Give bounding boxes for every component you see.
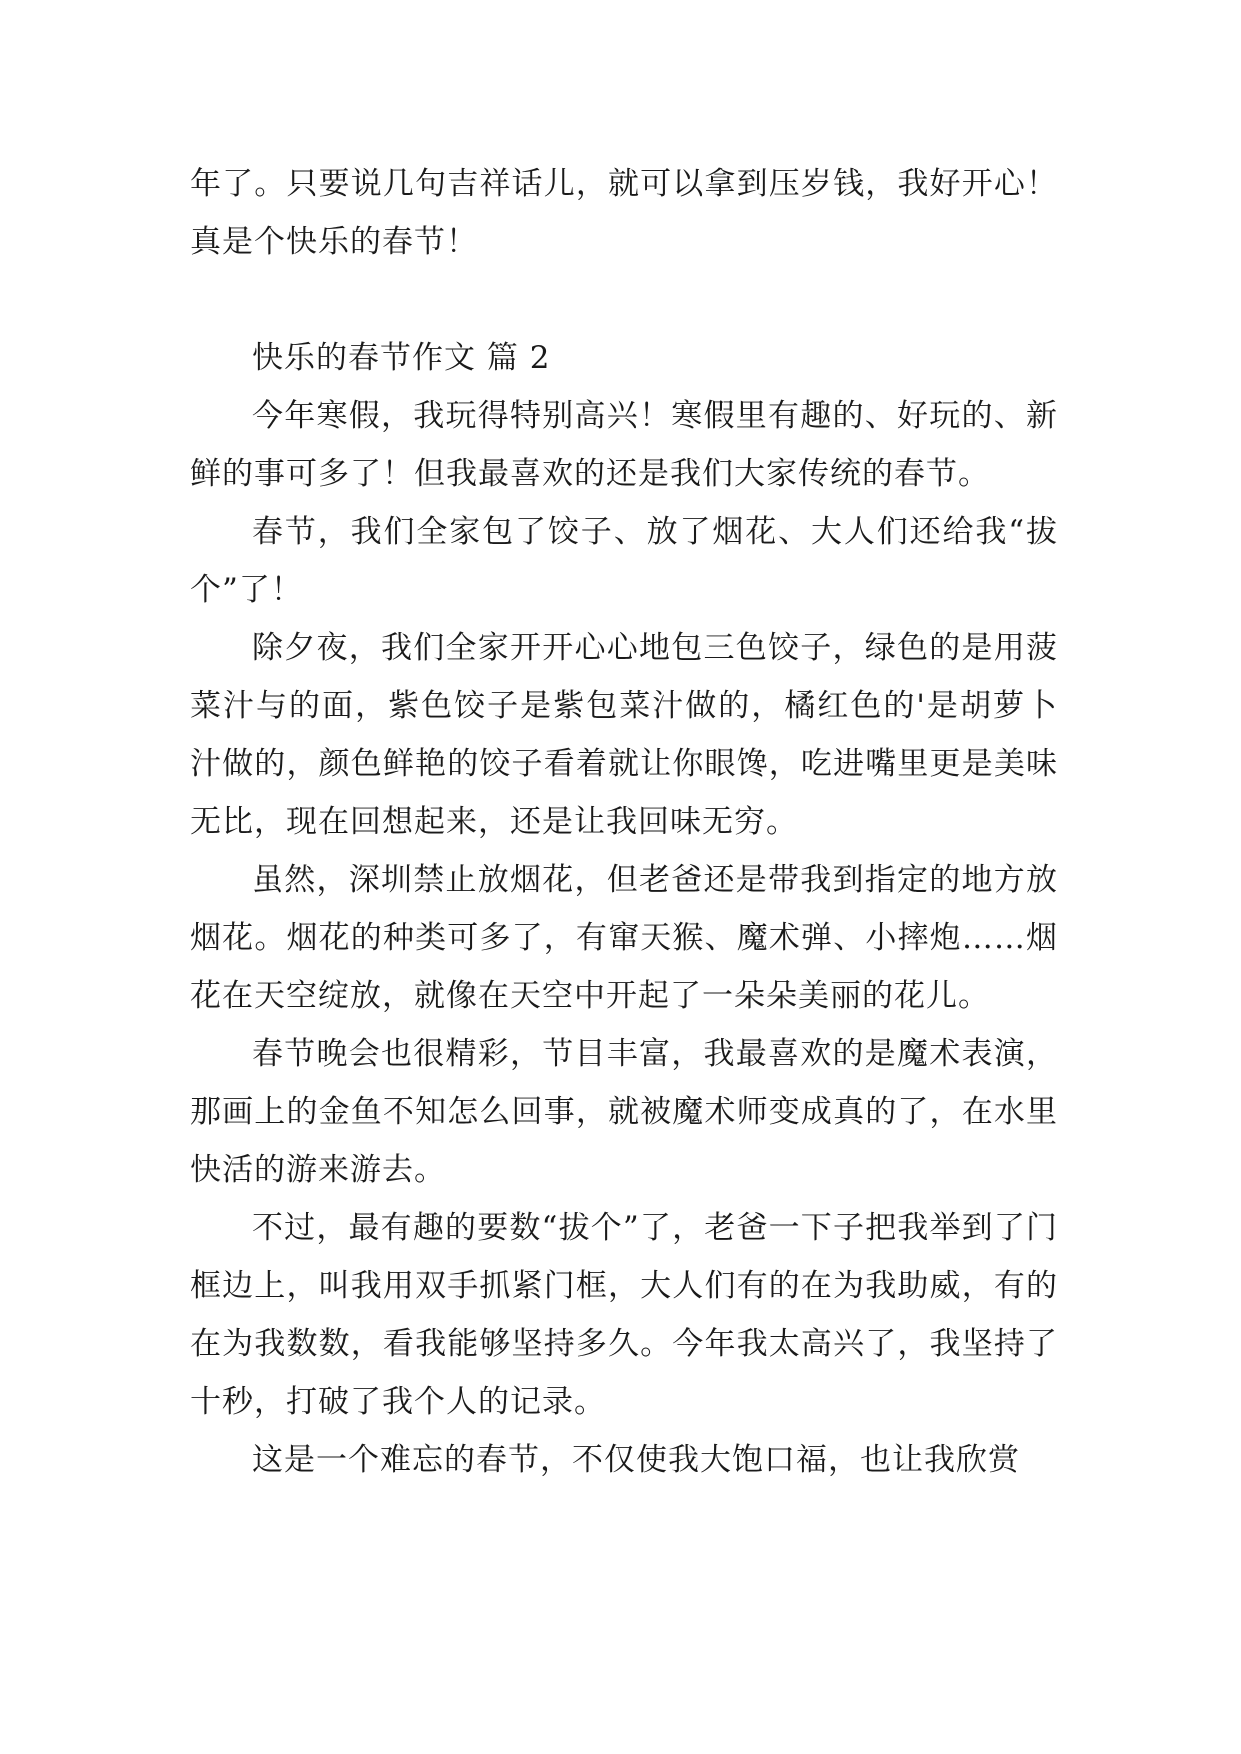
paragraph-3: 除夕夜，我们全家开开心心地包三色饺子，绿色的是用菠菜汁与的面，紫色饺子是紫包菜汁做的，橘红色的'是胡萝卜汁做的，颜色鲜艳的饺子看着就让你眼馋，吃进嘴里更是美味无比，现在回想起来，还是让我回味无穷。 <box>190 630 1058 840</box>
paragraph-4: 虽然，深圳禁止放烟花，但老爸还是带我到指定的地方放烟花。烟花的种类可多了，有窜天猴、魔术弹、小摔炮……烟花在天空绽放，就像在天空中开起了一朵朵美丽的花儿。 <box>190 862 1058 1014</box>
document-body <box>190 155 1058 1489</box>
continuation-paragraph: 年了。只要说几句吉祥话儿，就可以拿到压岁钱，我好开心！真是个快乐的春节！ <box>190 166 1058 260</box>
paragraph-5: 春节晚会也很精彩，节目丰富，我最喜欢的是魔术表演，那画上的金鱼不知怎么回事，就被魔术师变成真的了，在水里快活的游来游去。 <box>190 1036 1058 1188</box>
paragraph-1: 今年寒假，我玩得特别高兴！寒假里有趣的、好玩的、新鲜的事可多了！但我最喜欢的还是我们大家传统的春节。 <box>190 398 1058 492</box>
paragraph-6: 不过，最有趣的要数“拔个”了，老爸一下子把我举到了门框边上，叫我用双手抓紧门框，大人们有的在为我助威，有的在为我数数，看我能够坚持多久。今年我太高兴了，我坚持了十秒，打破了我个人的记录。 <box>190 1210 1058 1420</box>
paragraph-7: 这是一个难忘的春节，不仅使我大饱口福，也让我欣赏 <box>252 1442 1020 1478</box>
section-title: 快乐的春节作文 篇 2 <box>252 340 551 376</box>
paragraph-2: 春节，我们全家包了饺子、放了烟花、大人们还给我“拔个”了！ <box>190 514 1058 608</box>
